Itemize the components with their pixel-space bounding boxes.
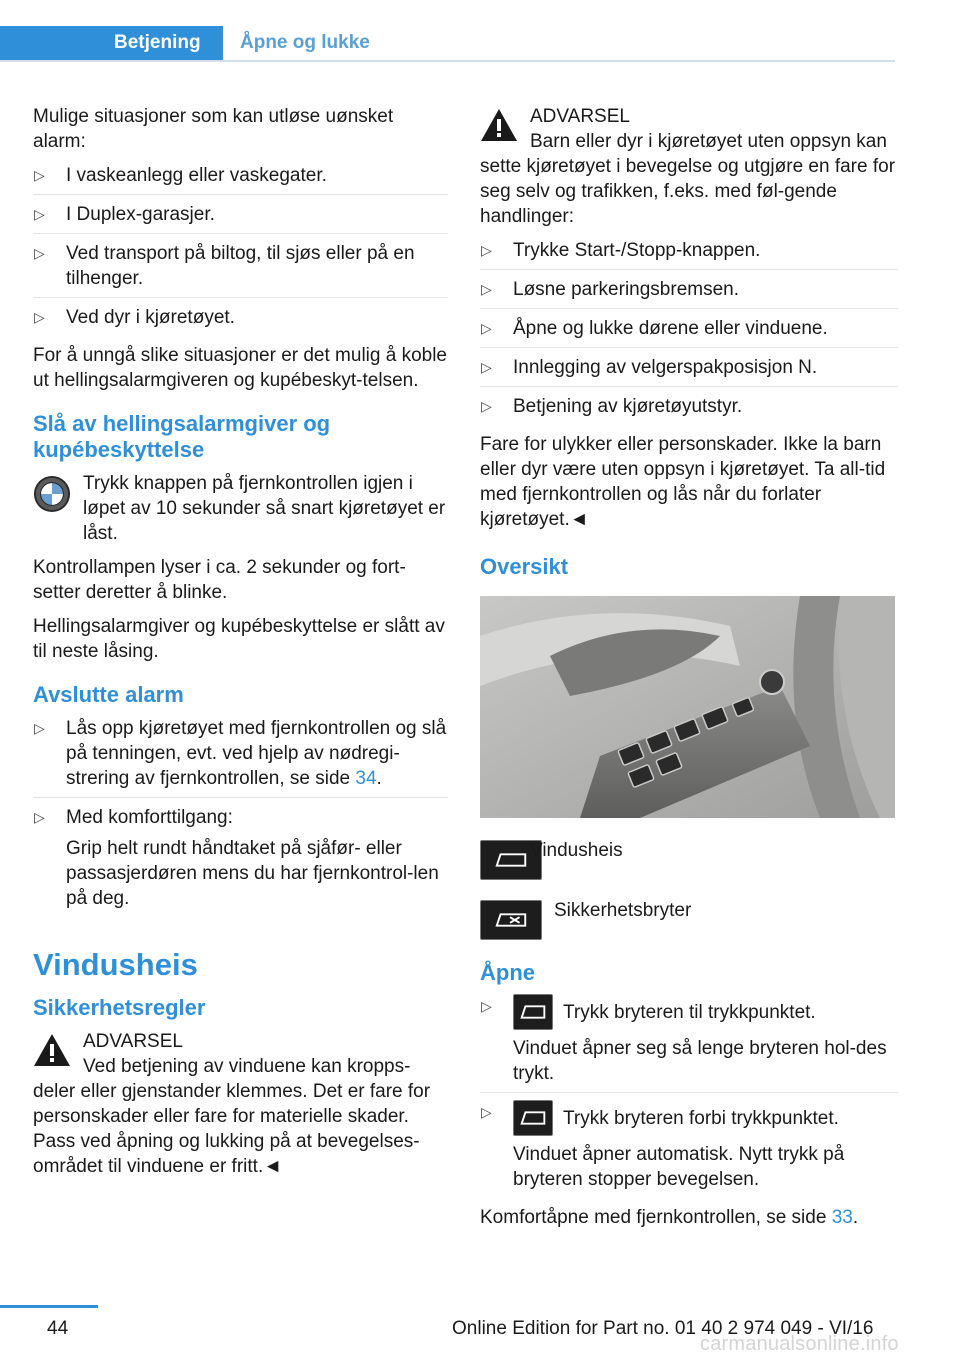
triangle-right-icon: ▷ (481, 998, 492, 1014)
list-item: ▷ Med komforttilgang: Grip helt rundt håndtaket på sjåfør- eller passasjerdøren mens du har fjernkontrol-len på deg. (34, 807, 439, 909)
list-item: ▷ Åpne og lukke dørene eller vinduene. (480, 316, 898, 348)
legend-window-switch (480, 838, 898, 882)
door-switch-photo (480, 596, 895, 818)
left-column (33, 104, 448, 1188)
heading-vindusheis: Vindusheis (33, 947, 198, 982)
list-item: ▷ Betjening av kjøretøyutstyr. (481, 396, 743, 417)
intro-text: Mulige situasjoner som kan utløse uønsket alarm: (33, 106, 394, 152)
list-item: ▷ I Duplex-garasjer. (33, 202, 448, 234)
open-list (480, 994, 898, 1198)
header-tab-betjening[interactable]: Betjening (0, 26, 223, 60)
page-link-34[interactable]: 34 (355, 768, 377, 789)
list-item: ▷ Lås opp kjøretøyet med fjernkontrollen og slå på tenningen, evt. ved hjelp av nødregi-strering av fjernkontrollen, se side 34. (33, 716, 448, 798)
warning-triangle-icon (33, 1033, 71, 1067)
off-text: Hellingsalarmgiver og kupébeskyttelse er slått av til neste låsing. (33, 616, 445, 662)
end-alarm-list (33, 716, 448, 917)
child-warning-list (480, 238, 898, 425)
header-tab-apne-og-lukke[interactable]: Åpne og lukke (240, 32, 370, 53)
triangle-right-icon: ▷ (34, 167, 45, 183)
triangle-right-icon: ▷ (34, 245, 45, 261)
list-item: ▷ Løsne parkeringsbremsen. (480, 277, 898, 309)
warning-text: Barn eller dyr i kjøretøyet uten oppsyn kan sette kjøretøyet i bevegelse og utgjøre en fare for seg selv og trafikken, f.eks. med føl-gende handlinger: (480, 131, 896, 227)
warning-block (480, 104, 898, 229)
page-number: 44 (47, 1318, 69, 1339)
legend-safety-switch (480, 898, 898, 942)
lamp-text: Kontrollampen lyser i ca. 2 sekunder og fort-setter deretter å blinke. (33, 557, 406, 603)
comfort-open-text: Komfortåpne med fjernkontrollen, se side 33. (480, 1207, 859, 1228)
warning-title: ADVARSEL (83, 1031, 183, 1052)
list-item: ▷ Trykk bryteren forbi trykkpunktet. Vinduet åpner automatisk. Nytt trykk på bryteren stopper bevegelsen. (480, 1100, 898, 1198)
safety-switch-icon (480, 900, 542, 940)
warning-block (33, 1029, 448, 1179)
warning-title: ADVARSEL (530, 106, 630, 127)
avoid-text: For å unngå slike situasjoner er det mulig å koble ut hellingsalarmgiveren og kupébeskyt-telsen. (33, 345, 448, 391)
legend-text: Sikkerhetsbryter (554, 900, 692, 921)
footer-rule (0, 1305, 98, 1308)
warning-triangle-icon (480, 108, 518, 142)
heading-overview: Oversikt (480, 554, 569, 579)
heading-tilt-alarm: Slå av hellingsalarmgiver og kupébeskyttelse (33, 411, 331, 462)
list-item: ▷ Innlegging av velgerspakposisjon N. (480, 355, 898, 387)
triangle-right-icon: ▷ (34, 206, 45, 222)
legend-text: Vindusheis (530, 840, 623, 861)
watermark: carmanualsonline.info (700, 1333, 899, 1355)
triangle-right-icon: ▷ (481, 359, 492, 375)
list-item: ▷ Ved dyr i kjøretøyet. (34, 307, 235, 328)
triangle-right-icon: ▷ (34, 720, 45, 736)
triangle-right-icon: ▷ (481, 1104, 492, 1120)
list-item: ▷ Trykk bryteren til trykkpunktet. Vinduet åpner seg så lenge bryteren hol-des trykt. (480, 994, 898, 1093)
bmw-logo (33, 475, 71, 513)
window-switch-icon (513, 994, 553, 1030)
list-item: ▷ Ved transport på biltog, til sjøs eller på en tilhenger. (33, 241, 448, 298)
list-item: ▷ Trykke Start-/Stopp-knappen. (480, 238, 898, 270)
triangle-right-icon: ▷ (481, 398, 492, 414)
heading-safety-rules: Sikkerhetsregler (33, 995, 206, 1020)
triangle-right-icon: ▷ (481, 281, 492, 297)
logo-text: Trykk knappen på fjernkontrollen igjen i løpet av 10 sekunder så snart kjøretøyet er låst. (83, 473, 446, 544)
triangle-right-icon: ▷ (34, 309, 45, 325)
warning-end-text: Fare for ulykker eller personskader. Ikke la barn eller dyr være uten oppsyn i kjøretøyet. Ta all-tid med fjernkontrollen og lås når du forlater kjøretøyet.◄ (480, 434, 886, 530)
right-column (480, 104, 898, 1239)
edition-text: Online Edition for Part no. 01 40 2 974 049 - VI/16 (452, 1318, 874, 1339)
triangle-right-icon: ▷ (34, 809, 45, 825)
triangle-right-icon: ▷ (481, 242, 492, 258)
alarm-situations-list (33, 163, 448, 336)
heading-end-alarm: Avslutte alarm (33, 682, 184, 707)
page-link-33[interactable]: 33 (831, 1207, 853, 1228)
warning-text: Ved betjening av vinduene kan kropps-deler eller gjenstander klemmes. Det er fare for personskader eller fare for materielle skader. Pass ved åpning og lukking på at bevegelses-området til vinduene er fritt.◄ (33, 1056, 431, 1177)
heading-open: Åpne (480, 960, 535, 985)
triangle-right-icon: ▷ (481, 320, 492, 336)
door-panel-illustration (480, 596, 895, 818)
header-rule (0, 60, 895, 62)
list-item: ▷ I vaskeanlegg eller vaskegater. (33, 163, 448, 195)
logo-paragraph (33, 471, 448, 546)
window-switch-icon (513, 1100, 553, 1136)
